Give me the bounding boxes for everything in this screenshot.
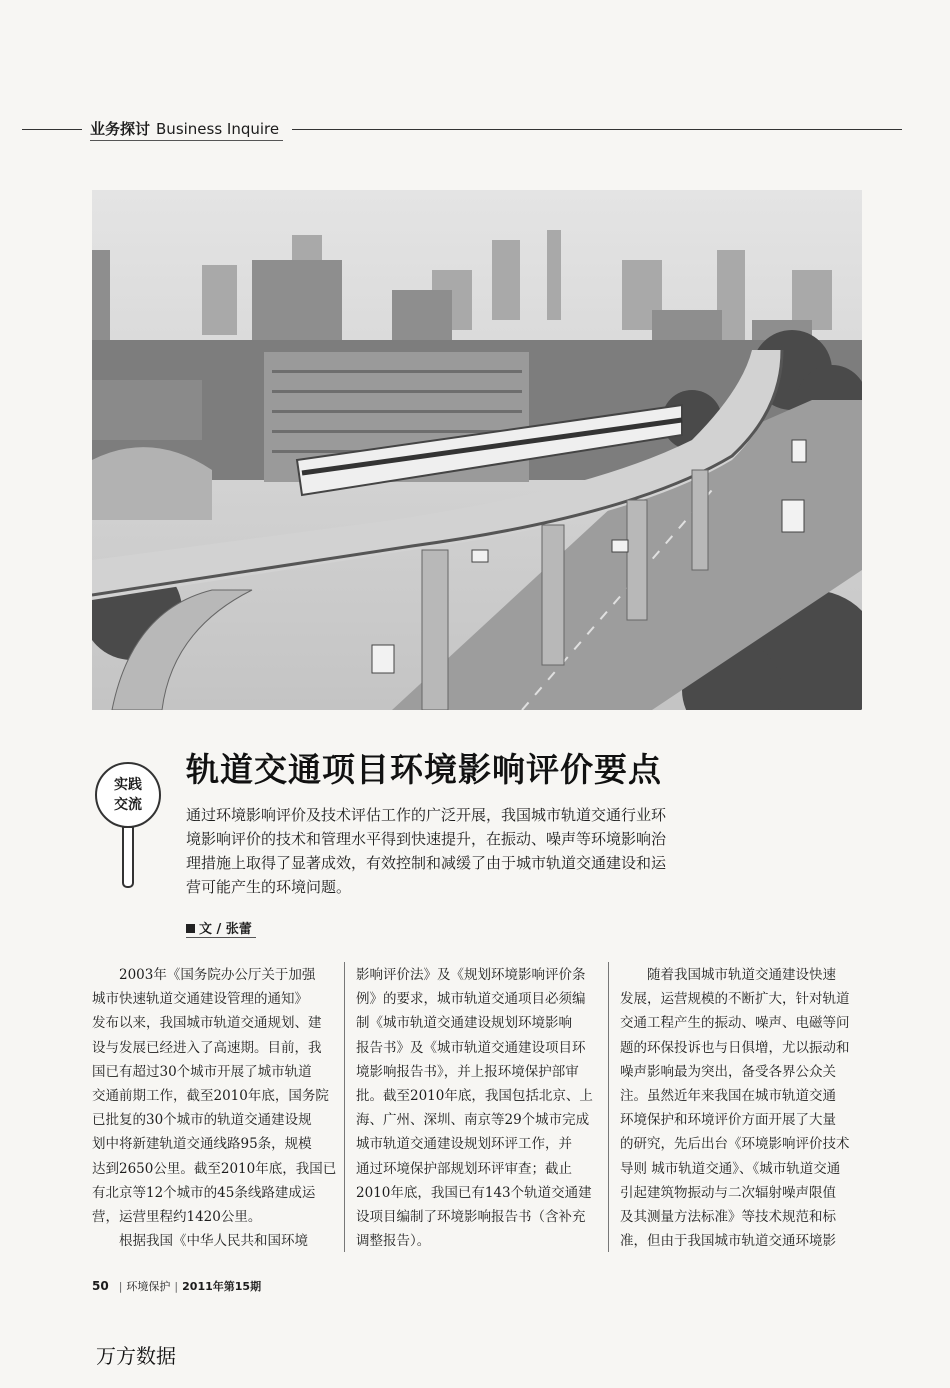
text-line: 环境保护和环境评价方面开展了大量	[620, 1112, 836, 1129]
text-line: 已批复的30个城市的轨道交通建设规	[92, 1112, 312, 1129]
text-line: 批。截至2010年底，我国包括北京、上	[356, 1088, 593, 1105]
body-column-3	[620, 963, 862, 1253]
byline-underline	[186, 937, 256, 938]
text-line: 城市快速轨道交通建设管理的通知》	[92, 991, 308, 1008]
header-rule-left	[22, 129, 82, 130]
text-line: 噪声影响最为突出，备受各界公众关	[620, 1063, 836, 1080]
abstract-line: 营可能产生的环境问题。	[186, 878, 352, 896]
page-footer	[92, 1278, 261, 1294]
section-header	[90, 118, 279, 139]
text-line: 调整报告）。	[356, 1233, 431, 1250]
section-header-underline	[90, 140, 283, 141]
abstract-line: 理措施上取得了显著成效，有效控制和减缓了由于城市轨道交通建设和运	[186, 854, 667, 872]
photo-illustration	[92, 190, 862, 710]
text-line: 交通前期工作，截至2010年底，国务院	[92, 1088, 329, 1105]
text-line: 例》的要求，城市轨道交通项目必须编	[356, 991, 586, 1008]
abstract-line: 通过环境影响评价及技术评估工作的广泛开展，我国城市轨道交通行业环	[186, 806, 667, 824]
text-line: 影响评价法》及《规划环境影响评价条	[356, 967, 586, 983]
text-line: 设与发展已经进入了高速期。目前，我	[92, 1039, 322, 1056]
issue-label: 2011年第15期	[182, 1280, 262, 1293]
text-line: 国已有超过30个城市开展了城市轨道	[92, 1063, 312, 1080]
footer-separator: |	[118, 1280, 123, 1293]
section-title-en: Business Inquire	[156, 120, 280, 138]
text-line: 海、广州、深圳、南京等29个城市完成	[356, 1112, 590, 1129]
footer-separator: |	[174, 1280, 179, 1293]
text-line: 引起建筑物振动与二次辐射噪声限值	[620, 1184, 836, 1201]
text-line: 有北京等12个城市的45条线路建成运	[92, 1184, 316, 1201]
abstract-line: 境影响评价的技术和管理水平得到快速提升，在振动、噪声等环境影响治	[186, 830, 667, 848]
text-line: 注。虽然近年来我国在城市轨道交通	[620, 1088, 836, 1105]
text-line: 发展，运营规模的不断扩大，针对轨道	[620, 991, 850, 1008]
badge-line-2: 交流	[114, 797, 142, 813]
journal-name: 环境保护	[126, 1280, 171, 1293]
body-column-1	[92, 963, 337, 1253]
text-line: 的研究，先后出台《环境影响评价技术	[620, 1136, 850, 1153]
section-title-cn: 业务探讨	[90, 120, 151, 138]
text-line: 通过环境保护部规划环评审查；截止	[356, 1160, 572, 1177]
practice-exchange-badge	[95, 762, 161, 828]
badge-line-1: 实践	[114, 777, 142, 793]
text-line: 2003年《国务院办公厅关于加强	[92, 967, 316, 983]
author-byline	[186, 918, 252, 937]
text-line: 城市轨道交通建设规划环评工作，并	[356, 1136, 572, 1153]
wanfang-watermark: 万方数据	[96, 1344, 176, 1368]
text-line: 随着我国城市轨道交通建设快速	[620, 967, 836, 983]
text-line: 境影响报告书》，并上报环境保护部审	[356, 1063, 579, 1080]
text-line: 题的环保投诉也与日俱增，尤以振动和	[620, 1039, 850, 1056]
text-line: 营，运营里程约1420公里。	[92, 1209, 262, 1226]
text-line: 制《城市轨道交通建设规划环境影响	[356, 1015, 572, 1032]
text-line: 及其测量方法标准》等技术规范和标	[620, 1209, 836, 1226]
badge-magnifier-handle	[122, 826, 134, 888]
column-divider	[344, 962, 345, 1252]
text-line: 准，但由于我国城市轨道交通环境影	[620, 1233, 836, 1250]
text-line: 达到2650公里。截至2010年底，我国已	[92, 1160, 337, 1177]
text-line: 导则 城市轨道交通》、《城市轨道交通	[620, 1160, 841, 1177]
author-name: 文 / 张蕾	[199, 922, 252, 937]
text-line: 交通工程产生的振动、噪声、电磁等问	[620, 1015, 850, 1032]
text-line: 2010年底，我国已有143个轨道交通建	[356, 1184, 592, 1201]
square-bullet-icon	[186, 924, 195, 933]
page-number: 50	[92, 1279, 109, 1293]
article-abstract	[186, 803, 726, 899]
elevated-train-photo	[92, 190, 862, 710]
body-column-2	[356, 963, 596, 1253]
text-line: 划中将新建轨道交通线路95条，规模	[92, 1136, 312, 1153]
article-title: 轨道交通项目环境影响评价要点	[186, 750, 662, 789]
header-rule-right	[292, 129, 902, 130]
column-divider	[608, 962, 609, 1252]
text-line: 设项目编制了环境影响报告书（含补充	[356, 1209, 586, 1226]
text-line: 根据我国《中华人民共和国环境	[92, 1233, 308, 1250]
text-line: 报告书》及《城市轨道交通建设项目环	[356, 1039, 586, 1056]
text-line: 发布以来，我国城市轨道交通规划、建	[92, 1015, 322, 1032]
